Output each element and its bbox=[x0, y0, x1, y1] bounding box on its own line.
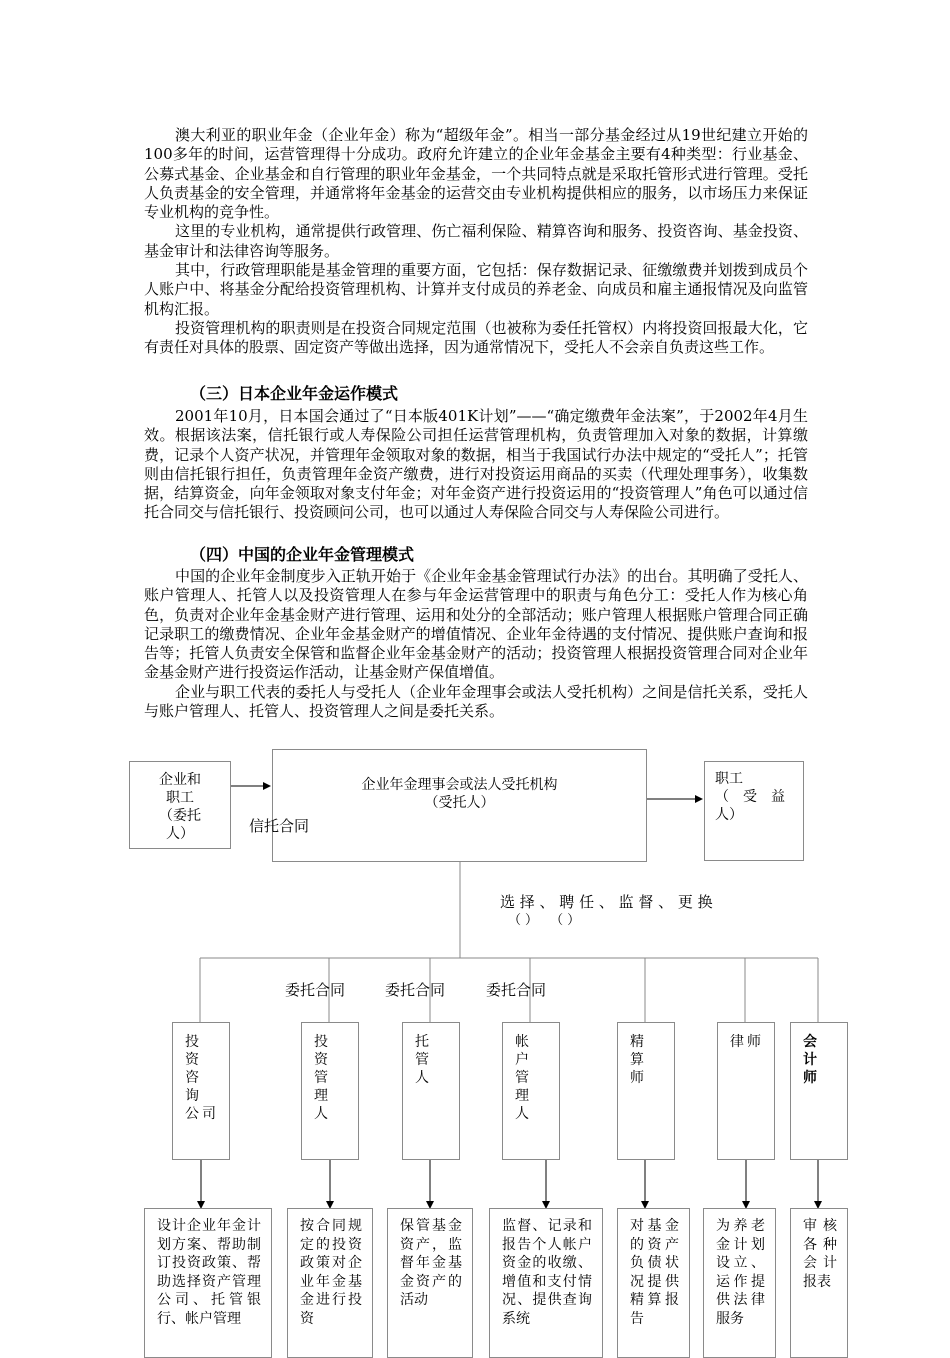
entrust-contract-label: 委托合同 bbox=[385, 981, 446, 999]
client-box bbox=[129, 761, 231, 849]
duty-box-investment-consulting: 设计企业年金计划方案、帮助制订投资政策、帮助选择资产管理公司、托管银行、帐户管理 bbox=[144, 1208, 272, 1358]
role-line: 会 计 bbox=[803, 1034, 820, 1068]
client-line: （委托 bbox=[159, 808, 201, 824]
paragraph: 投资管理机构的职责则是在投资合同规定范围（也被称为委任托管权）内将投资回报最大化，它有责任对具体的股票、固定资产等做出选择，因为通常情况下，受托人不会亲自负责这些工作。 bbox=[144, 318, 808, 357]
role-line: 投 资 bbox=[185, 1034, 202, 1068]
role-box-custodian bbox=[402, 1022, 460, 1160]
duty-box-custodian: 保管基金资产，监督年金基金资产的活动 bbox=[387, 1208, 473, 1358]
duty-box-accountant: 审核各种会计报表 bbox=[790, 1208, 848, 1358]
role-line: 律师 bbox=[730, 1034, 764, 1050]
role-box-investment-consulting bbox=[172, 1022, 230, 1160]
role-box-account-manager bbox=[502, 1022, 560, 1160]
beneficiary-line: 职工 bbox=[715, 771, 743, 787]
select-label: 选 择 、 聘 任 、 监 督 、 更 换 bbox=[500, 893, 713, 911]
trustee-subtitle: （受托人） bbox=[424, 795, 495, 811]
beneficiary-line: （ 受 益 bbox=[715, 789, 785, 805]
role-box-accountant bbox=[790, 1022, 848, 1160]
beneficiary-line: 人） bbox=[715, 807, 743, 823]
duty-box-account-manager: 监督、记录和报告个人帐户资金的收缴、增值和支付情况、提供查询系统 bbox=[489, 1208, 603, 1358]
client-line: 人） bbox=[166, 826, 194, 842]
role-line: 人 bbox=[415, 1070, 432, 1086]
role-box-investment-manager bbox=[301, 1022, 359, 1160]
paragraph: 2001年10月，日本国会通过了“日本版401K计划”——“确定缴费年金法案”，于2002年4月生效。根据该法案，信托银行或人寿保险公司担任运营管理机构，负责管理加入对象的数据，计算缴费，记录个人资产状况，并管理年金领取对象的数据，相当于我国试行办法中规定的“受托人”；托管则由信托银行担任，负责管理年金资产缴费，进行对投资运用商品的买卖（代理处理事务），收集数据，结算资金，向年金领取对象支付年金；对年金资产进行投资运用的“投资管理人”角色可以通过信托合同交与信托银行、投资顾问公司，也可以通过人寿保险合同交与人寿保险公司进行。 bbox=[144, 407, 808, 522]
trustee-title: 企业年金理事会或法人受托机构 bbox=[361, 777, 558, 793]
role-line: 人 bbox=[515, 1106, 532, 1122]
duty-box-actuary: 对基金的资产负债状况提供精算报告 bbox=[617, 1208, 690, 1358]
paragraph: 中国的企业年金制度步入正轨开始于《企业年金基金管理试行办法》的出台。其明确了受托人、账户管理人、托管人以及投资管理人在参与年金运营管理中的职责与角色分工：受托人作为核心角色，负责对企业年金基金财产进行管理、运用和处分的全部活动；账户管理人根据账户管理合同正确记录职工的缴费情况、企业年金基金财产的增值情况、企业年金待遇的支付情况、提供账户查询和报告等；托管人负责安全保管和监督企业年金基金财产的活动；投资管理人根据投资管理合同对企业年金基金财产进行投资运作活动，让基金财产保值增值。 bbox=[144, 567, 808, 682]
heading-japan: （三）日本企业年金运作模式 bbox=[190, 384, 399, 403]
role-box-lawyer bbox=[717, 1022, 775, 1160]
role-line: 投 资 bbox=[314, 1034, 331, 1068]
entrust-contract-label: 委托合同 bbox=[486, 981, 547, 999]
role-line: 人 bbox=[314, 1106, 331, 1122]
role-line: 管 理 bbox=[515, 1070, 532, 1104]
paragraph: 企业与职工代表的委托人与受托人（企业年金理事会或法人受托机构）之间是信托关系，受托人与账户管理人、托管人、投资管理人之间是委托关系。 bbox=[144, 682, 808, 721]
role-line: 托 管 bbox=[415, 1034, 432, 1068]
heading-china: （四）中国的企业年金管理模式 bbox=[190, 545, 415, 564]
trustee-box bbox=[272, 749, 647, 862]
role-line: 管 理 bbox=[314, 1070, 331, 1104]
role-line: 精 算 bbox=[630, 1034, 647, 1068]
trust-contract-label: 信托合同 bbox=[249, 817, 310, 835]
paragraph: 这里的专业机构，通常提供行政管理、伤亡福利保险、精算咨询和服务、投资咨询、基金投资、基金审计和法律咨询等服务。 bbox=[144, 222, 808, 260]
entrust-contract-label: 委托合同 bbox=[285, 981, 346, 999]
role-line: 咨 询 bbox=[185, 1070, 202, 1104]
client-line: 职工 bbox=[166, 790, 194, 806]
role-line: 师 bbox=[630, 1070, 647, 1086]
role-line: 帐 户 bbox=[515, 1034, 532, 1068]
select-sub-label: （） （） bbox=[508, 913, 585, 928]
duty-box-investment-manager: 按合同规定的投资政策对企业年金基金进行投资 bbox=[287, 1208, 373, 1358]
role-line: 公司 bbox=[185, 1106, 219, 1122]
role-line: 师 bbox=[803, 1070, 820, 1086]
client-line: 企业和 bbox=[159, 772, 201, 788]
paragraph: 澳大利亚的职业年金（企业年金）称为“超级年金”。相当一部分基金经过从19世纪建立开始的100多年的时间，运营管理得十分成功。政府允许建立的企业年金基金主要有4种类型：行业基金、公募式基金、企业基金和自行管理的职业年金基金，一个共同特点就是采取托管形式进行管理。受托人负责基金的安全管理，并通常将年金基金的运营交由专业机构提供相应的服务，以市场压力来保证专业机构的竞争性。 bbox=[144, 126, 808, 222]
role-box-actuary bbox=[617, 1022, 675, 1160]
duty-box-lawyer: 为养老金计划设立、运作提供法律服务 bbox=[703, 1208, 776, 1358]
paragraph: 其中，行政管理职能是基金管理的重要方面，它包括：保存数据记录、征缴缴费并划拨到成员个人账户中、将基金分配给投资管理机构、计算并支付成员的养老金、向成员和雇主通报情况及向监管机构汇报。 bbox=[144, 261, 808, 318]
beneficiary-box bbox=[704, 761, 804, 861]
